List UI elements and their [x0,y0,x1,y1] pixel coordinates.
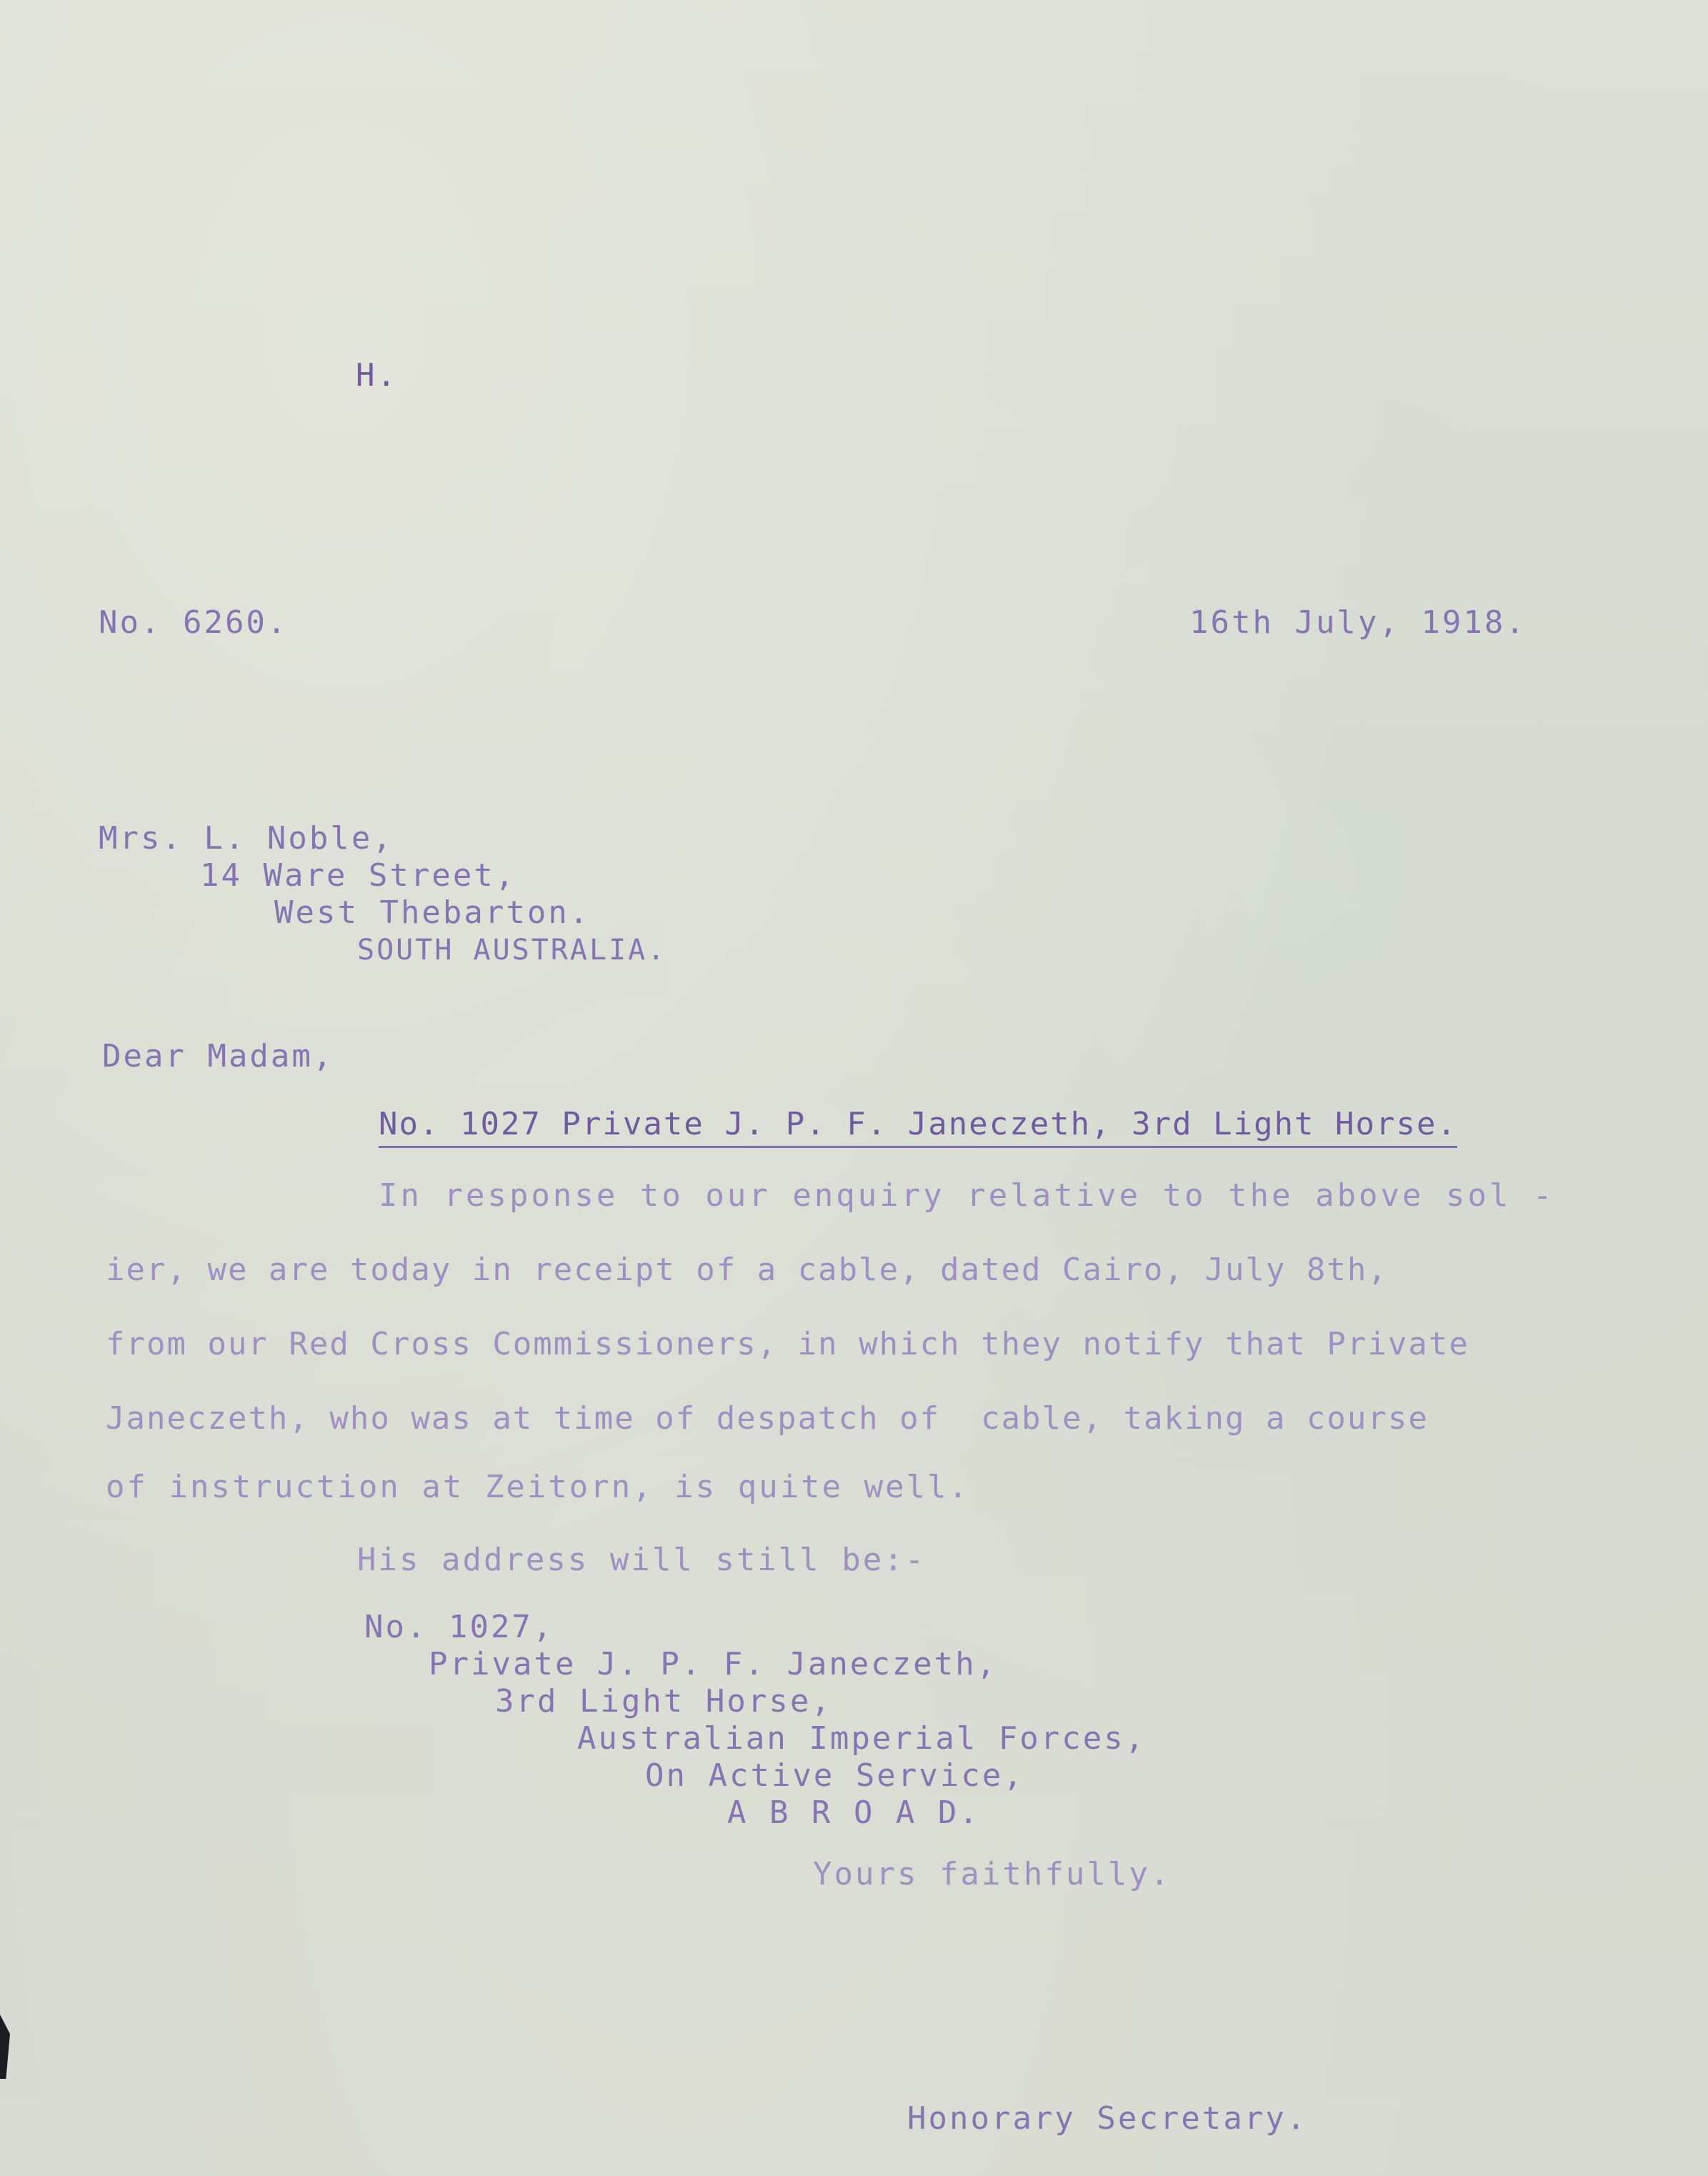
file-mark: H. [356,357,398,394]
soldier-address-abroad: A B R O A D. [727,1795,980,1831]
body-line-2: ier, we are today in receipt of a cable, dated Cairo, July 8th, [106,1252,1388,1288]
address-intro: His address will still be:- [357,1542,927,1578]
recipient-name: Mrs. L. Noble, [99,820,394,857]
body-line-5: of instruction at Zeitorn, is quite well. [106,1469,970,1505]
recipient-state: SOUTH AUSTRALIA. [357,934,667,967]
soldier-address-force: Australian Imperial Forces, [577,1720,1147,1757]
recipient-street: 14 Ware Street, [200,857,516,894]
closing: Yours faithfully. [813,1856,1172,1892]
soldier-address-service: On Active Service, [645,1757,1024,1794]
body-line-4: Janeczeth, who was at time of despatch of cable, taking a course [106,1400,1429,1437]
page-edge-mark [0,2015,10,2079]
salutation: Dear Madam, [102,1038,334,1074]
soldier-address-number: No. 1027, [364,1609,554,1645]
body-line-1: In response to our enquiry relative to the above sol - [379,1177,1555,1214]
recipient-suburb: West Thebarton. [274,894,591,931]
soldier-address-unit: 3rd Light Horse, [495,1683,832,1720]
subject-line: No. 1027 Private J. P. F. Janeczeth, 3rd Light Horse. [379,1106,1457,1148]
soldier-address-name: Private J. P. F. Janeczeth, [429,1646,998,1682]
signature-title: Honorary Secretary. [907,2100,1308,2137]
body-line-3: from our Red Cross Commissioners, in which they notify that Private [106,1326,1469,1362]
reference-number: No. 6260. [99,604,289,641]
letter-date: 16th July, 1918. [1189,604,1527,641]
